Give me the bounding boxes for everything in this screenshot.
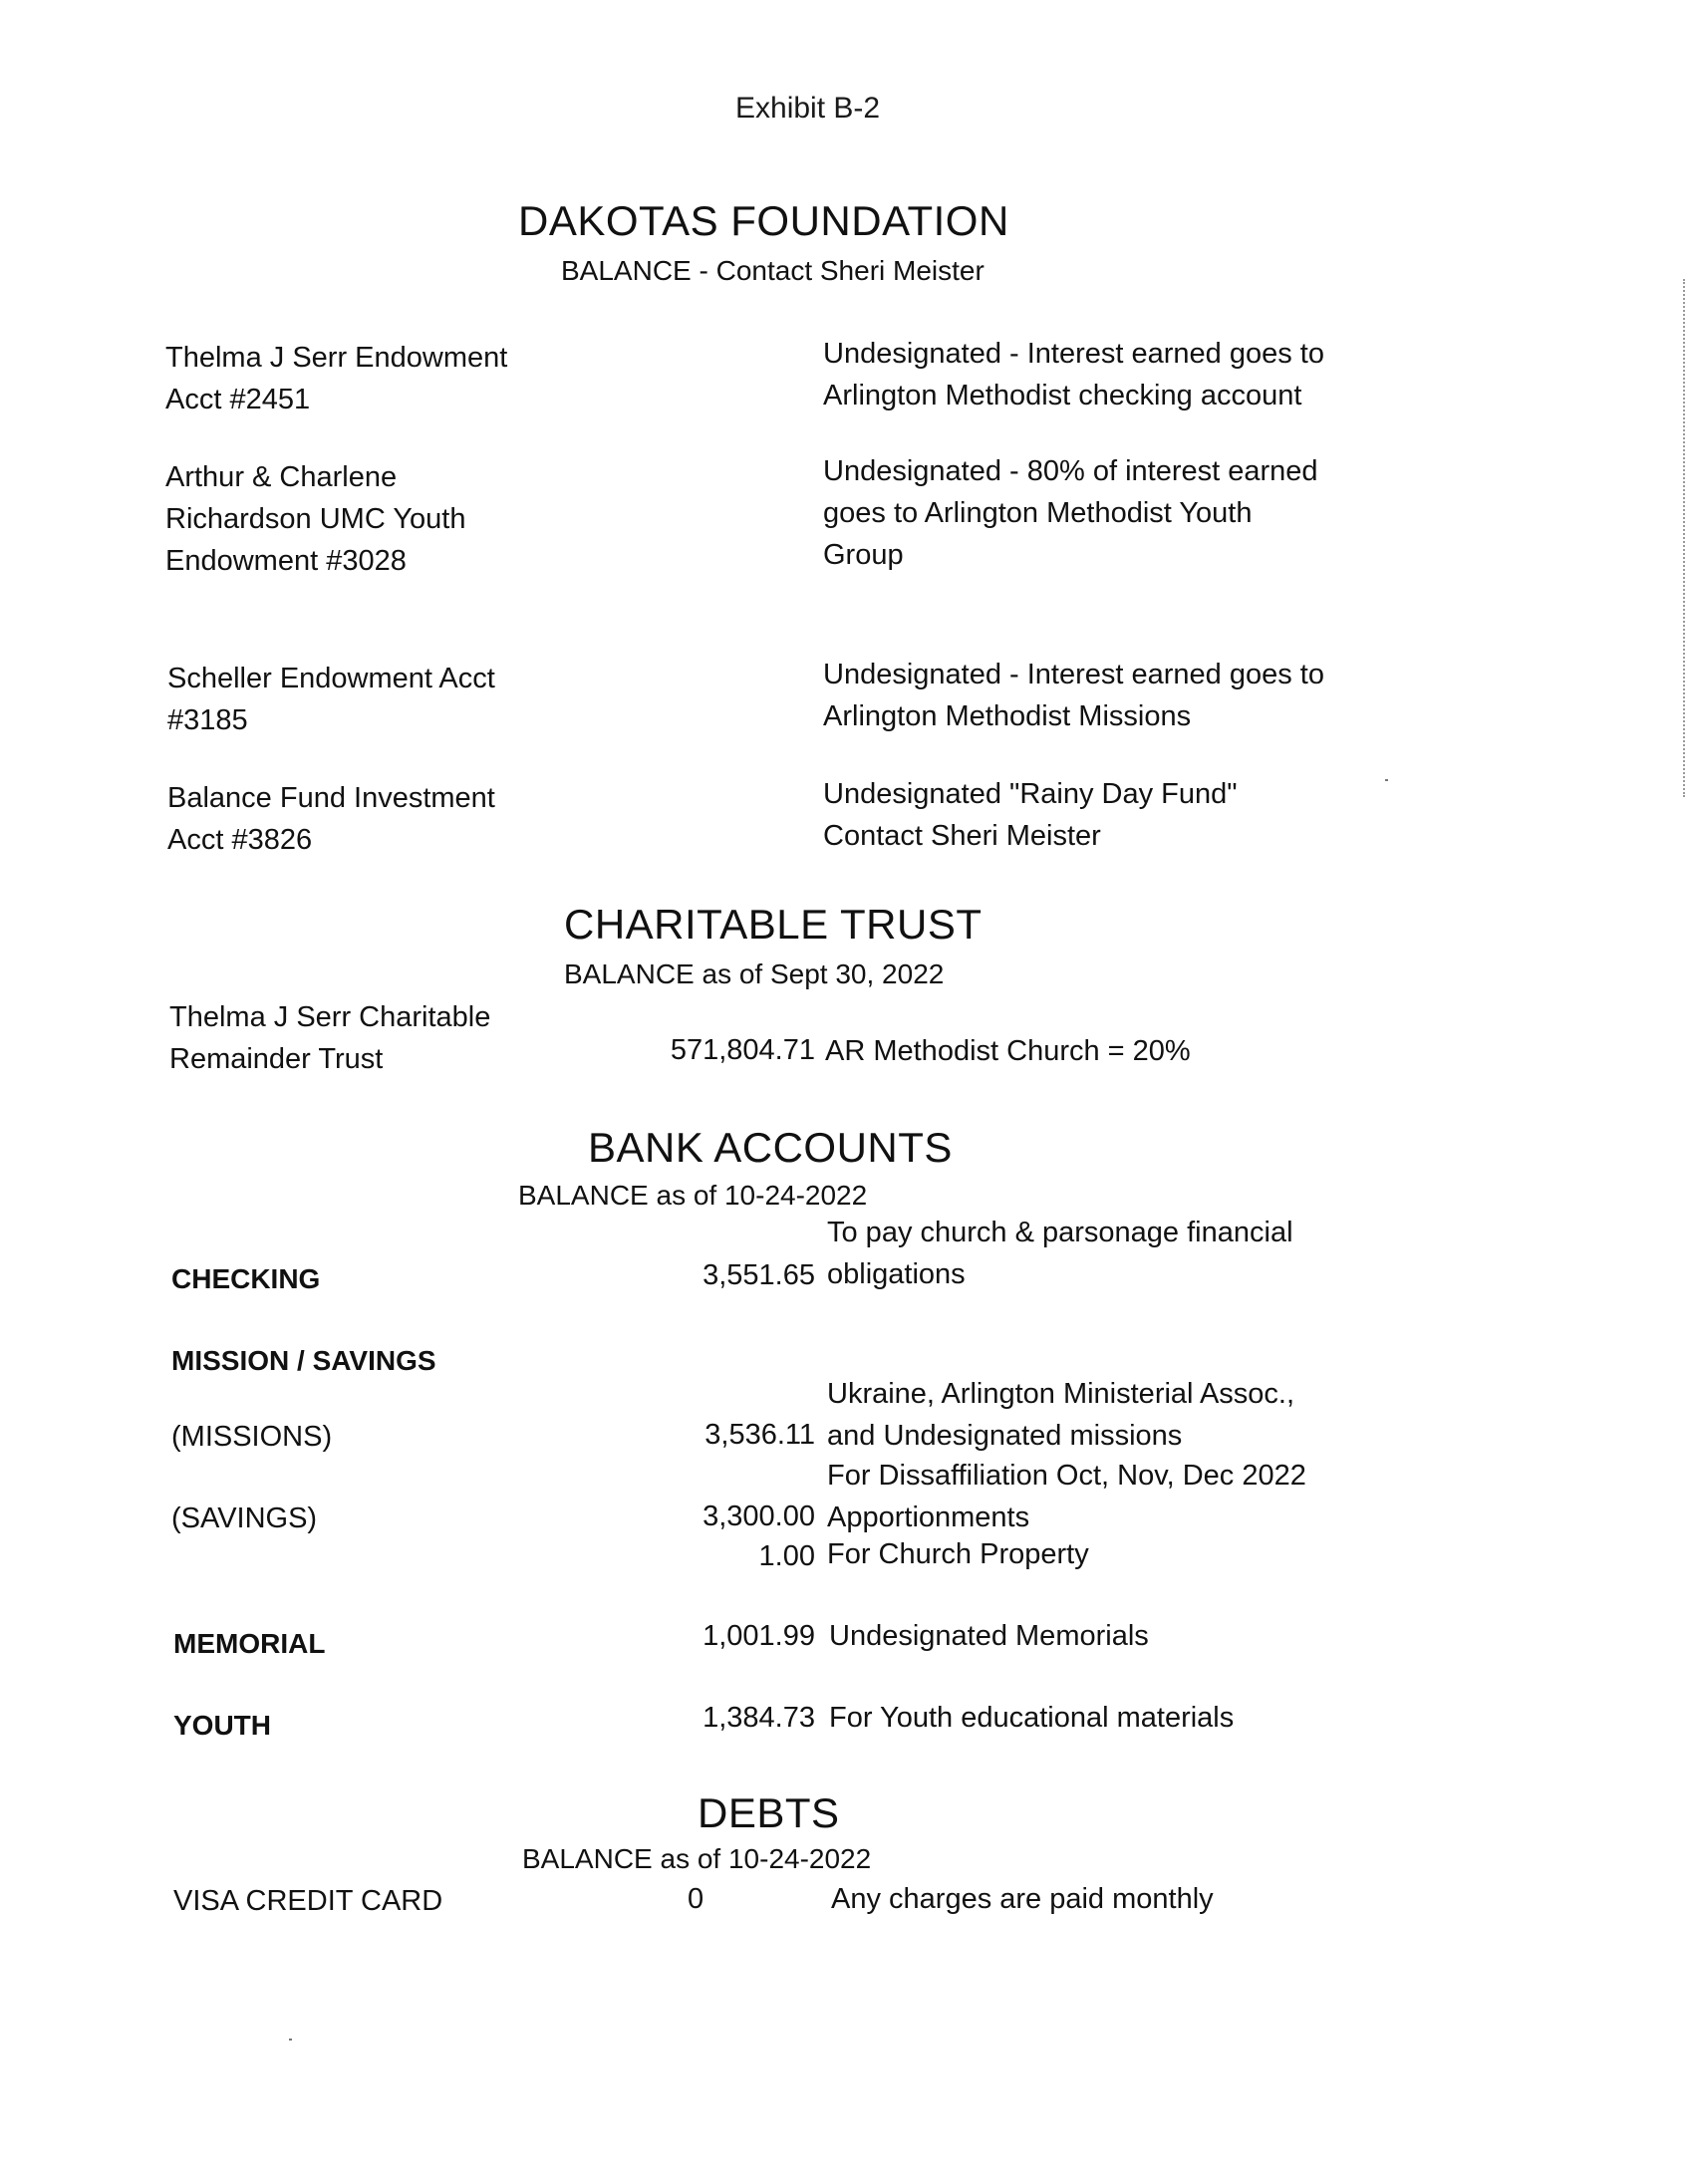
- line: Undesignated "Rainy Day Fund": [823, 778, 1238, 810]
- line: and Undesignated missions: [827, 1420, 1183, 1452]
- line: obligations: [827, 1258, 966, 1290]
- bank-title: BANK ACCOUNTS: [588, 1124, 953, 1171]
- scan-speck: [1385, 779, 1388, 781]
- savings-amount: 3,300.00: [703, 1501, 815, 1532]
- visa-desc: Any charges are paid monthly: [831, 1883, 1214, 1915]
- charitable-title: CHARITABLE TRUST: [564, 901, 983, 948]
- savings-label: (SAVINGS): [171, 1502, 318, 1534]
- dakotas-account-1-desc: [823, 333, 1324, 416]
- line: Thelma J Serr Charitable: [169, 1001, 491, 1033]
- line: Arthur & Charlene: [165, 461, 398, 493]
- line: Acct #3826: [167, 824, 313, 856]
- dakotas-title: DAKOTAS FOUNDATION: [518, 197, 1009, 244]
- line: To pay church & parsonage financial: [827, 1217, 1293, 1248]
- line: Ukraine, Arlington Ministerial Assoc.,: [827, 1378, 1295, 1410]
- property-desc: For Church Property: [827, 1538, 1089, 1570]
- youth-label: YOUTH: [173, 1710, 271, 1741]
- dakotas-account-2-desc: [823, 450, 1318, 576]
- charitable-subtitle: BALANCE as of Sept 30, 2022: [564, 958, 945, 989]
- charitable-name: [169, 996, 490, 1080]
- mission-savings-label: MISSION / SAVINGS: [171, 1345, 436, 1376]
- line: Richardson UMC Youth: [165, 503, 466, 535]
- checking-amount: 3,551.65: [703, 1259, 815, 1291]
- savings-desc: [827, 1455, 1306, 1538]
- memorial-amount: 1,001.99: [703, 1620, 815, 1652]
- memorial-desc: Undesignated Memorials: [829, 1620, 1149, 1652]
- property-amount: 1.00: [758, 1540, 815, 1572]
- line: Contact Sheri Meister: [823, 820, 1101, 852]
- youth-desc: For Youth educational materials: [829, 1702, 1235, 1734]
- line: Apportionments: [827, 1502, 1030, 1533]
- line: For Dissaffiliation Oct, Nov, Dec 2022: [827, 1460, 1306, 1492]
- dakotas-account-3-desc: [823, 654, 1324, 737]
- memorial-label: MEMORIAL: [173, 1628, 326, 1659]
- line: Balance Fund Investment: [167, 782, 495, 814]
- checking-desc: [827, 1212, 1293, 1295]
- missions-amount: 3,536.11: [704, 1419, 815, 1451]
- missions-desc: [827, 1373, 1294, 1457]
- visa-label: VISA CREDIT CARD: [173, 1885, 443, 1917]
- dakotas-account-4-name: [167, 777, 495, 861]
- line: Scheller Endowment Acct: [167, 663, 495, 694]
- charitable-desc: AR Methodist Church = 20%: [825, 1035, 1191, 1067]
- line: Group: [823, 539, 904, 571]
- dakotas-account-4-desc: [823, 773, 1238, 857]
- line: Arlington Methodist Missions: [823, 700, 1192, 732]
- debts-subtitle: BALANCE as of 10-24-2022: [522, 1843, 872, 1874]
- dakotas-account-2-name: [165, 456, 465, 582]
- debts-title: DEBTS: [698, 1789, 840, 1836]
- line: Thelma J Serr Endowment: [165, 342, 508, 374]
- line: Arlington Methodist checking account: [823, 380, 1302, 411]
- visa-amount: 0: [688, 1883, 704, 1915]
- youth-amount: 1,384.73: [703, 1702, 815, 1734]
- exhibit-label: Exhibit B-2: [735, 92, 881, 125]
- line: Endowment #3028: [165, 545, 407, 577]
- dakotas-account-3-name: [167, 658, 495, 741]
- line: Undesignated - Interest earned goes to: [823, 659, 1324, 690]
- missions-label: (MISSIONS): [171, 1421, 333, 1453]
- checking-label: CHECKING: [171, 1263, 321, 1294]
- line: Undesignated - 80% of interest earned: [823, 455, 1318, 487]
- line: #3185: [167, 704, 248, 736]
- line: goes to Arlington Methodist Youth: [823, 497, 1253, 529]
- charitable-amount: 571,804.71: [670, 1034, 815, 1066]
- dakotas-account-1-name: [165, 337, 507, 420]
- scan-speck: [289, 2039, 292, 2041]
- bank-subtitle: BALANCE as of 10-24-2022: [518, 1180, 868, 1211]
- line: Undesignated - Interest earned goes to: [823, 338, 1324, 370]
- line: Acct #2451: [165, 384, 311, 415]
- line: Remainder Trust: [169, 1043, 384, 1075]
- scan-edge-artifact: [1683, 279, 1688, 797]
- dakotas-subtitle: BALANCE - Contact Sheri Meister: [561, 255, 985, 286]
